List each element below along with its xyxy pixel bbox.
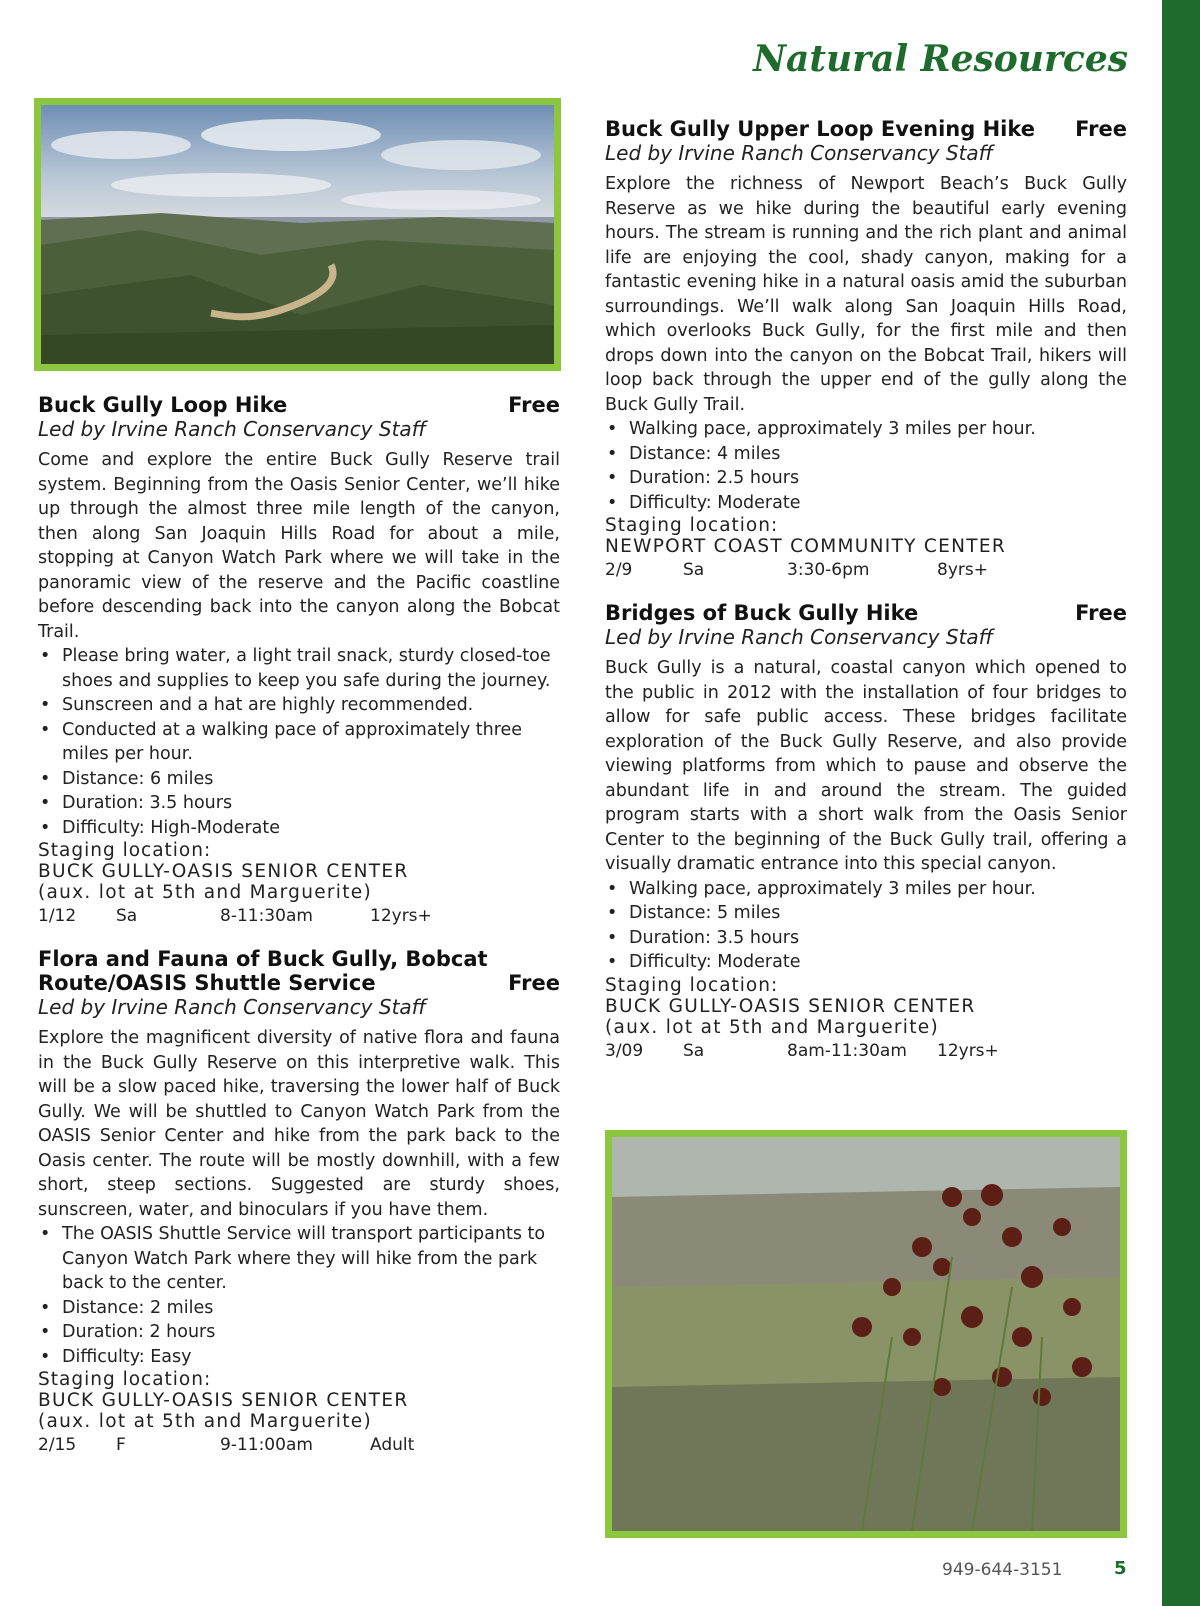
staging-detail: (aux. lot at 5th and Marguerite) [38,1411,372,1432]
page-number: 5 [1114,1558,1127,1579]
event-leader: Led by Irvine Ranch Conservancy Staff [605,141,994,165]
event-leader: Led by Irvine Ranch Conservancy Staff [38,995,427,1019]
footer-phone: 949-644-3151 [942,1560,1063,1580]
event-header [605,601,1127,625]
list-item: • Distance: 5 miles [605,901,1127,926]
event-description: Explore the richness of Newport Beach’s Buck Gully Reserve as we hike during the beautiful early evening hours. The stream is running and the rich plant and animal life are enjoying the cool, shady canyon, making for a fantastic evening hike in a natural oasis amid the suburban surroundings. We’ll walk along San Joaquin Hills Road, which overlooks Buck Gully, for the first mile and then drops down into the canyon on the Bobcat Trail, hikers will loop back through the upper end of the gully along the Buck Gully Trail. [605,174,1127,415]
schedule-date: 3/09 [605,1040,644,1061]
staging-location: NEWPORT COAST COMMUNITY CENTER [605,536,1006,557]
event-title: Buck Gully Upper Loop Evening Hike [605,117,1036,141]
canyon-landscape-image [41,105,554,364]
event-price: Free [508,971,560,995]
list-item: • Conducted at a walking pace of approximately three miles per hour. [38,718,560,767]
right-column [605,117,1127,1082]
schedule-time: 8-11:30am [220,906,313,926]
schedule-age: 8yrs+ [937,560,988,580]
list-item: • Sunscreen and a hat are highly recommended. [38,693,560,718]
staging-label: Staging location: [605,974,779,996]
event-title: Flora and Fauna of Buck Gully, Bobcat [38,947,488,971]
buckwheat-flowers-photo [605,1130,1127,1538]
staging-label: Staging location: [38,840,212,861]
schedule-age: 12yrs+ [370,906,432,926]
canyon-landscape-photo [34,98,561,371]
event-schedule [605,557,1127,583]
staging-location: BUCK GULLY-OASIS SENIOR CENTER [605,995,976,1017]
schedule-day: Sa [683,560,705,580]
staging-label: Staging location: [605,515,779,536]
event-description: Buck Gully is a natural, coastal canyon which opened to the public in 2012 with the installation of four bridges to allow for safe public access. These bridges facilitate exploration of the Buck Gully Reserve, and also provide viewing platforms from which to pause and observe the abundant life in and around the stream. The guided program starts with a short walk from the Oasis Senior Center to the beginning of the Buck Gully trail, offering a visually dramatic entrance into this special canyon. [605,658,1127,874]
event-leader: Led by Irvine Ranch Conservancy Staff [38,417,427,441]
schedule-age: 12yrs+ [937,1040,999,1061]
event-price: Free [508,393,560,417]
list-item: • Duration: 2 hours [38,1320,560,1345]
buckwheat-flowers-image [612,1137,1120,1531]
event-title: Buck Gully Loop Hike [38,393,288,417]
schedule-date: 1/12 [38,906,77,926]
event-header [38,393,560,417]
event-schedule [38,1432,560,1458]
schedule-age: Adult [370,1435,415,1455]
list-item: • Distance: 4 miles [605,442,1127,467]
left-column [38,393,560,1476]
schedule-time: 8am-11:30am [787,1040,907,1061]
event-details-list [605,877,1127,975]
event-header [605,117,1127,141]
event-flora-and-fauna [38,947,560,1458]
staging-label: Staging location: [38,1369,212,1390]
list-item: • Please bring water, a light trail snack, sturdy closed-toe shoes and supplies to keep you safe during the journey. [38,644,560,693]
list-item: • Distance: 2 miles [38,1296,560,1321]
event-price: Free [1075,117,1127,141]
side-color-bar [1162,0,1200,1606]
list-item: • Walking pace, approximately 3 miles per hour. [605,417,1127,442]
list-item: • Difficulty: Easy [38,1345,560,1370]
event-title: Bridges of Buck Gully Hike [605,601,919,625]
staging-location: BUCK GULLY-OASIS SENIOR CENTER [38,861,409,882]
section-title: Natural Resources [753,38,1128,80]
event-details-list [38,1222,560,1369]
event-title-row [38,971,560,995]
event-description: Come and explore the entire Buck Gully Reserve trail system. Beginning from the Oasis Senior Center, we’ll hike up through the almost three mile length of the canyon, then along San Joaquin Hills Road for about a mile, stopping at Canyon Watch Park where we will take in the panoramic view of the reserve and the Pacific coastline before descending back into the canyon along the Bobcat Trail. [38,450,560,642]
event-price: Free [1075,601,1127,625]
list-item: • Duration: 3.5 hours [605,926,1127,951]
event-description: Explore the magnificent diversity of native flora and fauna in the Buck Gully Reserve on this interpretive walk. This will be a slow paced hike, traversing the lower half of Buck Gully. We will be shuttled to Canyon Watch Park from the OASIS Senior Center and hike from the park back to the Oasis center. The route will be mostly downhill, with a few short, steep sections. Suggested are sturdy shoes, sunscreen, water, and binoculars if you have them. [38,1028,560,1220]
event-leader: Led by Irvine Ranch Conservancy Staff [605,625,994,649]
staging-detail: (aux. lot at 5th and Marguerite) [605,1016,939,1038]
list-item: • Difficulty: Moderate [605,950,1127,975]
list-item: • Duration: 3.5 hours [38,791,560,816]
event-header [38,947,560,995]
list-item: • The OASIS Shuttle Service will transport participants to Canyon Watch Park where they will hike from the park back to the center. [38,1222,560,1296]
list-item: • Walking pace, approximately 3 miles per hour. [605,877,1127,902]
list-item: • Difficulty: High-Moderate [38,816,560,841]
event-buck-gully-loop-hike [38,393,560,929]
event-schedule [605,1038,1127,1064]
event-upper-loop-evening-hike [605,117,1127,583]
event-bridges-of-buck-gully [605,601,1127,1064]
schedule-date: 2/9 [605,560,633,580]
schedule-date: 2/15 [38,1435,77,1455]
list-item: • Difficulty: Moderate [605,491,1127,516]
staging-detail: (aux. lot at 5th and Marguerite) [38,882,372,903]
schedule-day: Sa [683,1040,705,1061]
schedule-day: F [116,1435,126,1455]
staging-location: BUCK GULLY-OASIS SENIOR CENTER [38,1390,409,1411]
schedule-day: Sa [116,906,138,926]
event-schedule [38,903,560,929]
schedule-time: 9-11:00am [220,1435,313,1455]
event-title-line2: Route/OASIS Shuttle Service [38,971,376,995]
list-item: • Duration: 2.5 hours [605,466,1127,491]
list-item: • Distance: 6 miles [38,767,560,792]
schedule-time: 3:30-6pm [787,560,870,580]
event-details-list [605,417,1127,515]
event-details-list [38,644,560,840]
